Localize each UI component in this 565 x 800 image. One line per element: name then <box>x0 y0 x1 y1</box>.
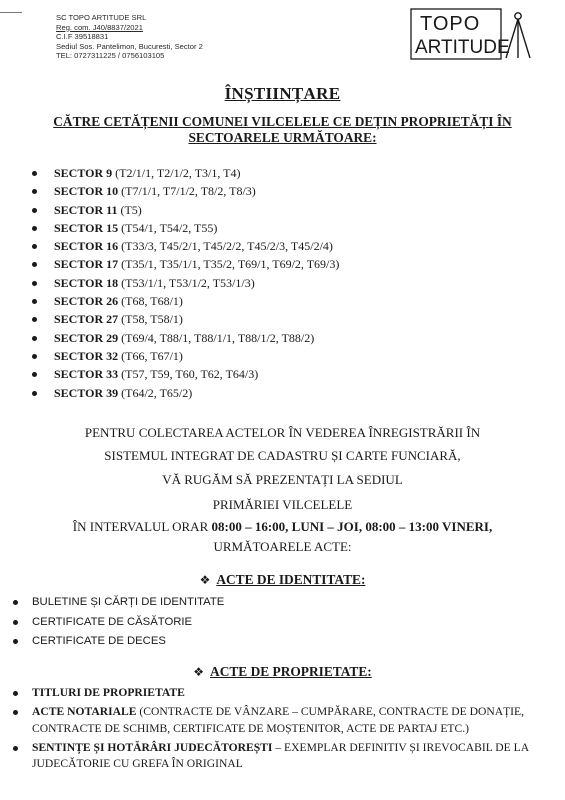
list-item <box>30 347 339 365</box>
identity-heading-text: ACTE DE IDENTITATE: <box>216 572 366 587</box>
list-item <box>10 685 550 701</box>
sector-parcels: (T33/3, T45/2/1, T45/2/2, T45/2/3, T45/2/4) <box>121 239 333 254</box>
bullet-icon <box>32 244 37 249</box>
diamond-bullet-icon: ❖ <box>193 665 205 679</box>
property-item-text: – EXEMPLAR DEFINITIV ȘI IREVOCABIL DE LA JUDECĂTORIE CU GREFA ÎN ORIGINAL <box>32 740 529 771</box>
sector-list <box>30 164 339 402</box>
subtitle-line-1: CĂTRE CETĂȚENII COMUNEI VILCELELE CE DEȚIN PROPRIETĂȚI ÎN <box>53 114 512 129</box>
list-item <box>10 704 550 737</box>
bullet-icon <box>32 336 37 341</box>
property-item-bold: ACTE NOTARIALE <box>32 705 137 719</box>
diamond-bullet-icon: ❖ <box>199 573 211 587</box>
bullet-icon <box>32 317 37 322</box>
company-reg: Reg. com. J40/8837/2021 <box>56 22 143 32</box>
sector-name: SECTOR 9 <box>54 166 113 180</box>
bullet-icon <box>13 691 18 696</box>
sector-name: SECTOR 11 <box>54 202 118 217</box>
sector-name: SECTOR 39 <box>54 385 119 400</box>
bullet-icon <box>13 710 18 715</box>
identity-item-text: CERTIFICATE DE DECES <box>32 635 166 647</box>
bullet-icon <box>32 372 37 377</box>
list-item <box>30 219 339 237</box>
bullet-icon <box>32 226 37 231</box>
page-subtitle <box>40 114 525 146</box>
sector-parcels: (T2/1/1, T2/1/2, T3/1, T4) <box>115 166 241 180</box>
sector-parcels: (T57, T59, T60, T62, T64/3) <box>121 367 259 382</box>
sector-name: SECTOR 29 <box>54 330 119 345</box>
logo-bottom-text: ARTITUDE <box>415 37 510 58</box>
list-item <box>30 201 339 219</box>
sector-parcels: (T58, T58/1) <box>121 312 183 327</box>
bullet-icon <box>32 171 37 176</box>
property-documents-list <box>10 685 550 772</box>
list-item <box>30 182 339 200</box>
bullet-icon <box>32 281 37 286</box>
bullet-icon <box>32 354 37 359</box>
property-heading <box>0 664 565 680</box>
sector-name: SECTOR 27 <box>54 312 119 327</box>
sector-name: SECTOR 26 <box>54 294 119 309</box>
bullet-icon <box>32 391 37 396</box>
list-item <box>10 593 224 613</box>
sector-parcels: (T69/4, T88/1, T88/1/1, T88/1/2, T88/2) <box>121 330 315 345</box>
sector-parcels: (T68, T68/1) <box>121 294 183 309</box>
body-line-1: PENTRU COLECTAREA ACTELOR ÎN VEDEREA ÎNREGISTRĂRII ÎN <box>84 425 481 440</box>
sector-name: SECTOR 18 <box>54 275 119 290</box>
sector-name: SECTOR 33 <box>54 367 119 382</box>
bullet-icon <box>13 600 18 605</box>
list-item <box>30 164 339 182</box>
bullet-icon <box>32 299 37 304</box>
sector-parcels: (T66, T67/1) <box>121 348 183 363</box>
bullet-icon <box>13 746 18 751</box>
list-item <box>10 632 224 652</box>
bullet-icon <box>32 208 37 213</box>
bullet-icon <box>32 262 37 267</box>
sector-parcels: (T53/1/1, T53/1/2, T53/1/3) <box>121 275 255 290</box>
list-item <box>10 613 224 633</box>
company-name: SC TOPO ARTITUDE SRL <box>56 13 147 22</box>
body-line-3: VĂ RUGĂM SĂ PREZENTAȚI LA SEDIUL <box>162 472 403 487</box>
list-item <box>30 365 339 383</box>
logo-top-text: TOPO <box>420 13 481 35</box>
company-cif: C.I.F 39518831 <box>56 32 109 42</box>
sector-name: SECTOR 17 <box>54 257 119 272</box>
list-item <box>30 274 339 292</box>
list-item <box>30 237 339 255</box>
identity-item-text: BULETINE ȘI CĂRȚI DE IDENTITATE <box>32 596 225 608</box>
list-item <box>30 329 339 347</box>
body-line-5-hours: 08:00 – 16:00, LUNI – JOI, 08:00 – 13:00 VINERI, <box>211 519 493 534</box>
identity-documents-list <box>10 593 224 652</box>
sector-parcels: (T35/1, T35/1/1, T35/2, T69/1, T69/2, T69/3) <box>121 257 340 272</box>
scan-mark <box>0 12 22 13</box>
sector-parcels: (T7/1/1, T7/1/2, T8/2, T8/3) <box>121 184 256 199</box>
page-title: ÎNȘTIINȚARE <box>224 84 341 103</box>
property-item-bold: SENTINȚE ȘI HOTĂRÂRI JUDECĂTOREȘTI <box>32 740 273 754</box>
sector-parcels: (T54/1, T54/2, T55) <box>121 220 218 235</box>
company-logo <box>410 8 536 60</box>
list-item <box>30 384 339 402</box>
sector-name: SECTOR 16 <box>54 239 119 254</box>
logo-graphic <box>410 8 536 60</box>
list-item <box>30 255 339 273</box>
bullet-icon <box>13 620 18 625</box>
list-item <box>10 740 550 773</box>
body-line-6: URMĂTOARELE ACTE: <box>213 539 352 554</box>
company-address: Sediul Sos. Pantelimon, Bucuresti, Sector 2 <box>56 41 203 51</box>
property-item-text: (CONTRACTE DE VÂNZARE – CUMPĂRARE, CONTRACTE DE DONAȚIE, CONTRACTE DE SCHIMB, CERTIFICATE DE MOȘTENITOR, ACTE DE PARTAJ ETC.) <box>32 705 524 735</box>
company-phone: TEL: 0727311225 / 0756103105 <box>56 51 165 61</box>
sector-name: SECTOR 15 <box>54 220 119 235</box>
property-item-text: TITLURI DE PROPRIETATE <box>32 686 185 699</box>
bullet-icon <box>13 639 18 644</box>
body-line-5-prefix: ÎN INTERVALUL ORAR <box>72 519 212 534</box>
body-line-4: PRIMĂRIEI VILCELELE <box>212 497 353 512</box>
sector-parcels: (T5) <box>120 202 142 217</box>
property-heading-text: ACTE DE PROPRIETATE: <box>210 664 372 679</box>
company-info <box>56 13 203 61</box>
identity-item-text: CERTIFICATE DE CĂSĂTORIE <box>32 615 193 628</box>
bullet-icon <box>32 189 37 194</box>
sector-parcels: (T64/2, T65/2) <box>121 385 193 400</box>
sector-name: SECTOR 10 <box>54 184 119 199</box>
subtitle-line-2: SECTOARELE URMĂTOARE: <box>188 130 377 145</box>
list-item <box>30 310 339 328</box>
sector-name: SECTOR 32 <box>54 348 119 363</box>
identity-heading <box>0 572 565 588</box>
body-line-5 <box>0 519 565 535</box>
list-item <box>30 292 339 310</box>
body-line-2: SISTEMUL INTEGRAT DE CADASTRU ȘI CARTE FUNCIARĂ, <box>104 448 461 463</box>
